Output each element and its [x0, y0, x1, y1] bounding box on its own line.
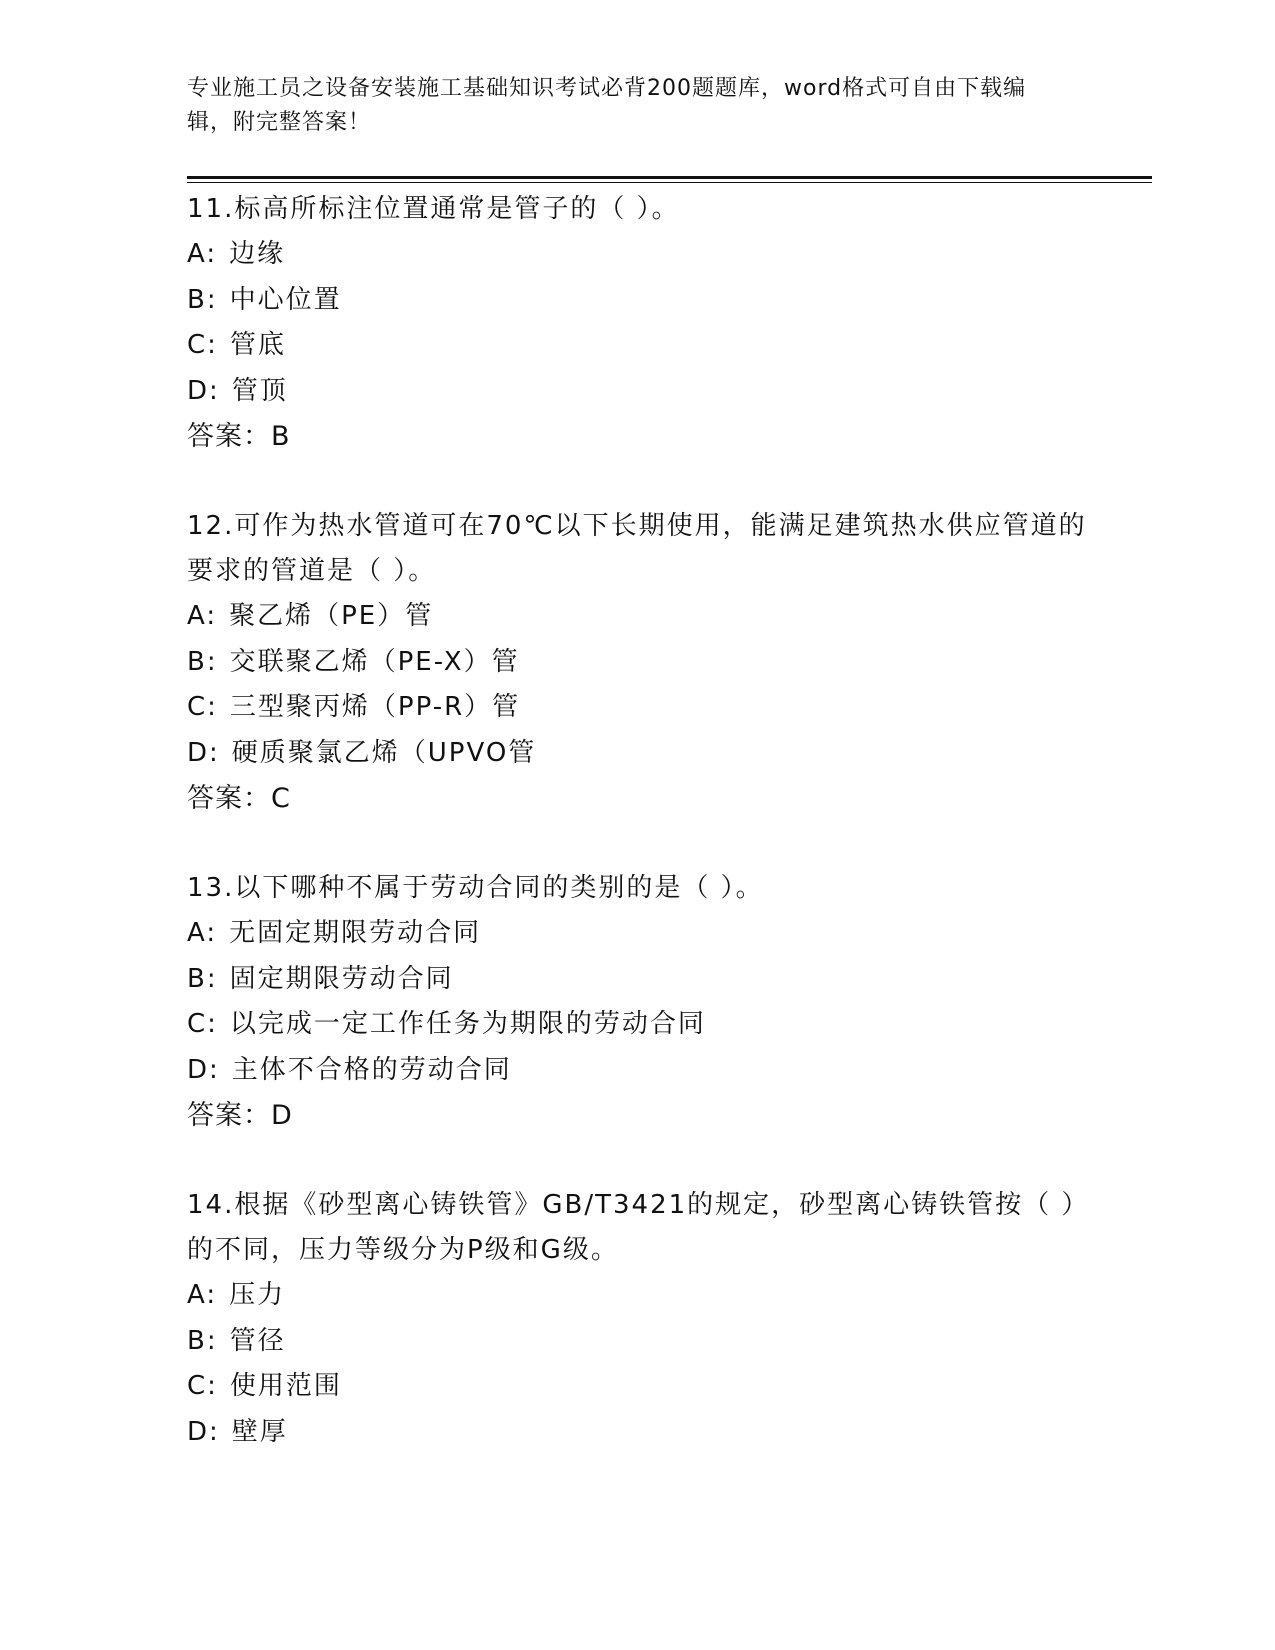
option-text: 壁厚: [231, 1416, 288, 1447]
option-a: [187, 232, 1087, 278]
option-text: 聚乙烯（PE）管: [229, 601, 434, 631]
option-d: [187, 369, 1087, 415]
question-text: 以下哪种不属于劳动合同的类别的是（ ）。: [234, 873, 764, 903]
option-b: [187, 640, 1087, 686]
option-c: [187, 323, 1087, 369]
question-number: 12.: [187, 511, 235, 541]
option-text: 使用范围: [229, 1371, 342, 1401]
option-c: [187, 1002, 1087, 1048]
question-11: [187, 187, 1087, 459]
option-letter: A:: [187, 239, 218, 269]
option-b: [187, 957, 1087, 1003]
option-letter: C:: [187, 1371, 218, 1401]
question-list: [187, 187, 1087, 1500]
question-stem: [187, 187, 1087, 232]
answer-label: 答案：: [187, 421, 271, 452]
option-c: [187, 685, 1087, 731]
option-d: [187, 1048, 1087, 1094]
option-b: [187, 278, 1087, 324]
answer-value: B: [271, 421, 291, 452]
option-a: [187, 911, 1087, 957]
option-letter: C:: [187, 1009, 218, 1039]
question-number: 13.: [187, 873, 235, 903]
option-text: 无固定期限劳动合同: [229, 918, 482, 948]
header-divider-thick: [187, 176, 1152, 179]
option-text: 交联聚乙烯（PE-X）管: [229, 646, 520, 677]
answer-value: C: [271, 783, 291, 814]
question-12: [187, 504, 1087, 821]
option-c: [187, 1364, 1087, 1410]
option-letter: C:: [187, 330, 218, 360]
option-text: 管顶: [231, 375, 288, 406]
option-b: [187, 1319, 1087, 1365]
option-text: 硬质聚氯乙烯（UPVO管: [231, 737, 537, 768]
question-text: 可作为热水管道可在70℃以下长期使用，能满足建筑热水供应管道的要求的管道是（ ）。: [187, 511, 1087, 586]
option-text: 压力: [229, 1280, 286, 1310]
option-letter: A:: [187, 601, 218, 631]
option-letter: B:: [187, 963, 218, 994]
option-letter: D:: [187, 1054, 220, 1085]
option-text: 中心位置: [229, 284, 342, 315]
question-stem: [187, 504, 1087, 594]
option-letter: D:: [187, 1416, 220, 1447]
option-letter: D:: [187, 375, 220, 406]
answer-line: [187, 414, 1087, 459]
option-d: [187, 731, 1087, 777]
option-letter: C:: [187, 692, 218, 722]
question-number: 11.: [187, 194, 235, 224]
question-text: 根据《砂型离心铸铁管》GB/T3421的规定，砂型离心铸铁管按（ ）的不同，压力等级分为P级和G级。: [187, 1190, 1077, 1265]
question-number: 14.: [187, 1190, 235, 1220]
answer-line: [187, 1093, 1087, 1138]
option-a: [187, 1273, 1087, 1319]
option-letter: A:: [187, 1280, 218, 1310]
question-stem: [187, 866, 1087, 911]
option-text: 边缘: [229, 239, 286, 269]
question-text: 标高所标注位置通常是管子的（ ）。: [234, 194, 680, 224]
answer-line: [187, 776, 1087, 821]
question-13: [187, 866, 1087, 1138]
answer-label: 答案：: [187, 1100, 271, 1131]
option-text: 管径: [229, 1325, 286, 1356]
option-letter: B:: [187, 1325, 218, 1356]
option-text: 主体不合格的劳动合同: [231, 1054, 512, 1085]
option-text: 管底: [229, 330, 286, 360]
question-stem: [187, 1183, 1087, 1273]
option-text: 以完成一定工作任务为期限的劳动合同: [229, 1009, 706, 1039]
option-letter: B:: [187, 646, 218, 677]
header-divider-thin: [187, 182, 1152, 183]
option-text: 固定期限劳动合同: [229, 963, 454, 994]
answer-value: D: [271, 1100, 293, 1131]
document-title: 专业施工员之设备安装施工基础知识考试必背200题题库，word格式可自由下载编辑，附完整答案！: [187, 76, 1027, 135]
answer-label: 答案：: [187, 783, 271, 814]
option-text: 三型聚丙烯（PP-R）管: [229, 692, 521, 722]
question-14: [187, 1183, 1087, 1455]
option-d: [187, 1410, 1087, 1456]
option-letter: A:: [187, 918, 218, 948]
option-a: [187, 594, 1087, 640]
option-letter: D:: [187, 737, 220, 768]
option-letter: B:: [187, 284, 218, 315]
